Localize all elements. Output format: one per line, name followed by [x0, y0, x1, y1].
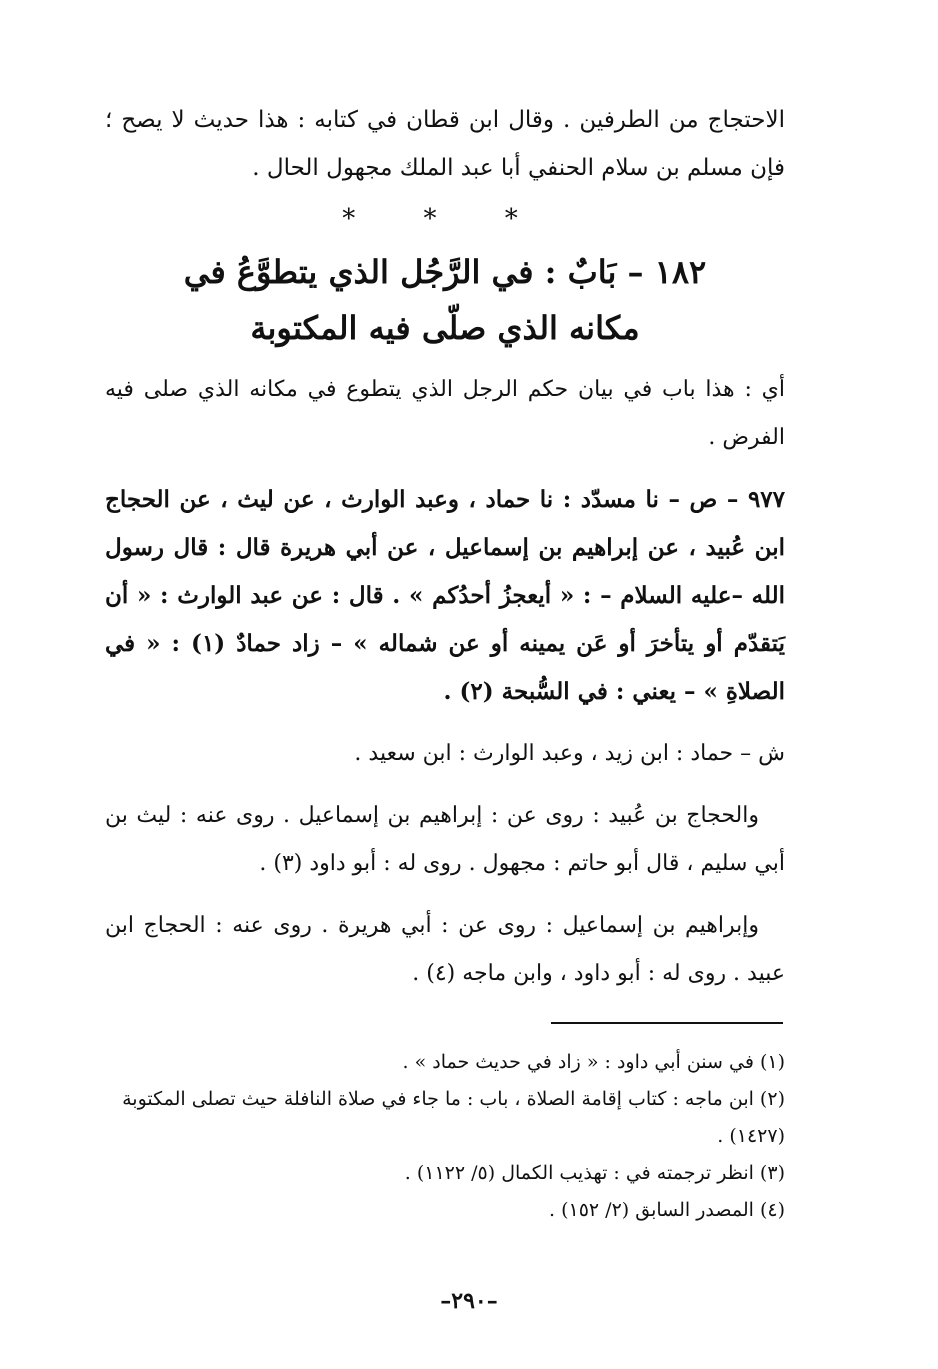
- footnote-item: (٤) المصدر السابق (٢/ ١٥٢) .: [549, 1199, 785, 1221]
- intro-paragraph: الاحتجاج من الطرفين . وقال ابن قطان في كتابه : هذا حديث لا يصح ؛ فإن مسلم بن سلام الحنفي أبا عبد الملك مجهول الحال .: [105, 107, 785, 181]
- footnote-item: (٢) ابن ماجه : كتاب إقامة الصلاة ، باب : ما جاء في صلاة النافلة حيث تصلى المكتوبة (١٤٢٧) .: [122, 1088, 785, 1147]
- footnote-item: (٣) انظر ترجمته في : تهذيب الكمال (٥/ ١١٢٢) .: [404, 1162, 785, 1184]
- commentary-paragraph: والحجاج بن عُبيد : روى عن : إبراهيم بن إسماعيل . روى عنه : ليث بن أبي سليم ، قال أبو حاتم : مجهول . روى له : أبو داود (٣) .: [105, 803, 785, 876]
- chapter-heading-line-2: مكانه الذي صلّى فيه المكتوبة: [250, 309, 640, 347]
- chapter-heading-line-1: ١٨٢ – بَابٌ : في الرَّجُل الذي يتطوَّعُ في: [183, 253, 707, 291]
- chapter-explanation: أي : هذا باب في بيان حكم الرجل الذي يتطوع في مكانه الذي صلى فيه الفرض .: [105, 377, 785, 450]
- footnote-item: (١) في سنن أبي داود : « زاد في حديث حماد » .: [402, 1051, 785, 1073]
- footnotes-list: [105, 1044, 785, 1229]
- chapter-heading: [105, 244, 785, 356]
- commentary-paragraph: ش – حماد : ابن زيد ، وعبد الوارث : ابن سعيد .: [354, 741, 785, 766]
- footnote-divider: [551, 1022, 783, 1024]
- section-separator: * * *: [342, 204, 548, 234]
- page-number: –٢٩٠–: [440, 1288, 498, 1314]
- commentary-paragraph: وإبراهيم بن إسماعيل : روى عن : أبي هريرة . روى عنه : الحجاج ابن عبيد . روى له : أبو داود ، وابن ماجه (٤) .: [105, 913, 785, 986]
- page-body: [105, 96, 785, 1229]
- hadith-text: ٩٧٧ – ص – نا مسدّد : نا حماد ، وعبد الوارث ، عن ليث ، عن الحجاج ابن عُبيد ، عن إبراهيم بن إسماعيل ، عن أبي هريرة قال : قال رسول الله –عليه السلام – : « أيعجزُ أحدُكم » . قال : عن عبد الوارث : « أن يَتقدّم أو يتأخرَ أو عَن يمينه أو عن شماله » – زاد حمادٌ (١) : « في الصلاةِ » – يعني : في السُّبحة (٢) .: [105, 486, 785, 705]
